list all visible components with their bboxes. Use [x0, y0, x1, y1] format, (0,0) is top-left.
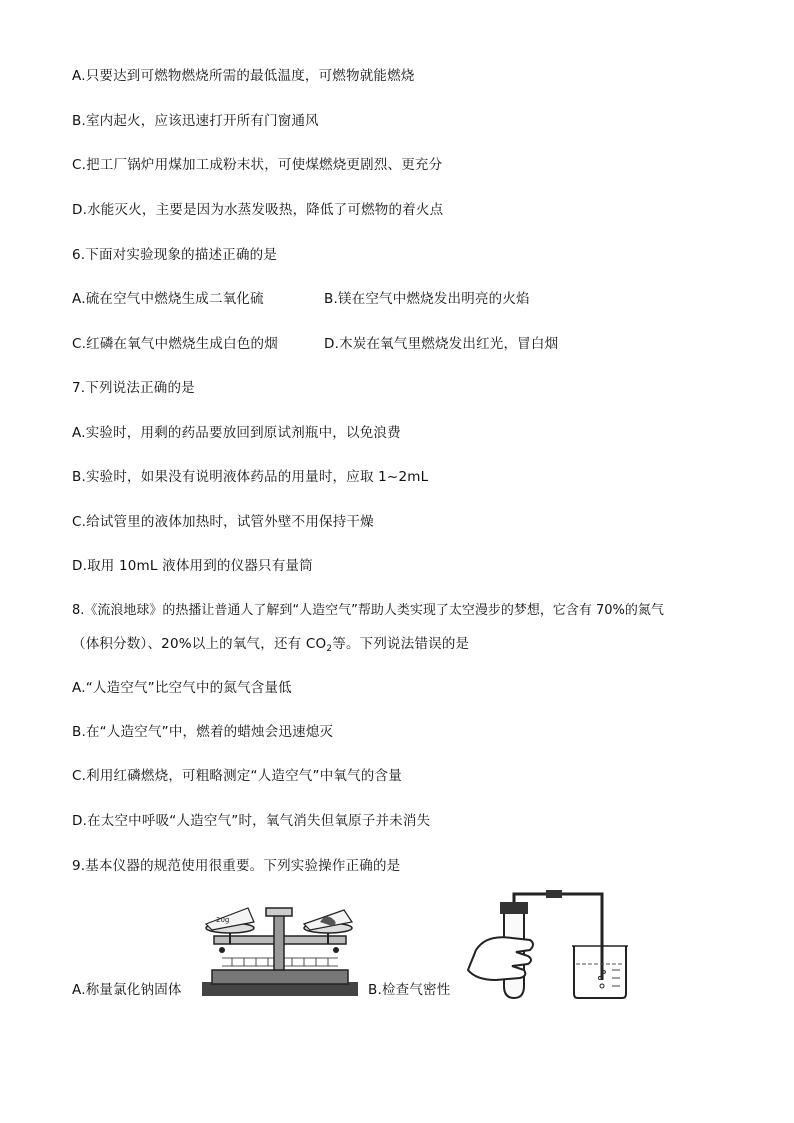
q8-stem-line-2-pre: （体积分数）、20%以上的氧气，还有 CO	[72, 636, 327, 652]
bubble	[600, 984, 604, 988]
q8-option-a: A.“人造空气”比空气中的氮气含量低	[72, 680, 292, 696]
q6-option-a: A.硫在空气中燃烧生成二氧化硫	[72, 291, 264, 307]
q5-option-d: D.水能灭火，主要是因为水蒸发吸热，降低了可燃物的着火点	[72, 202, 444, 218]
q7-stem: 7.下列说法正确的是	[72, 380, 195, 396]
beaker	[574, 946, 626, 998]
co2-subscript: 2	[326, 644, 333, 654]
q5-option-a: A.只要达到可燃物燃烧所需的最低温度，可燃物就能燃烧	[72, 68, 415, 84]
q9-option-a: A.称量氯化钠固体	[72, 982, 182, 998]
q5-option-b: B.室内起火，应该迅速打开所有门窗通风	[72, 113, 319, 129]
hand	[468, 937, 533, 980]
q9-option-b: B.检查气密性	[368, 982, 451, 998]
bubble	[598, 976, 601, 979]
q8-option-b: B.在“人造空气”中，燃着的蜡烛会迅速熄灭	[72, 724, 334, 740]
q9-stem: 9.基本仪器的规范使用很重要。下列实验操作正确的是	[72, 858, 401, 874]
rubber-tube-joint	[546, 890, 562, 898]
rubber-stopper	[500, 902, 528, 914]
q6-option-c: C.红磷在氧气中燃烧生成白色的烟	[72, 336, 278, 352]
q8-stem-line-2	[72, 634, 469, 659]
q6-row-1	[72, 289, 264, 309]
q8-option-d: D.在太空中呼吸“人造空气”时，氧气消失但氧原子并未消失	[72, 813, 431, 829]
balance-scale-figure	[192, 900, 364, 1000]
q7-option-b: B.实验时，如果没有说明液体药品的用量时，应取 1~2mL	[72, 469, 429, 485]
q8-stem-line-1: 8.《流浪地球》的热播让普通人了解到“人造空气”帮助人类实现了太空漫步的梦想，它含有 70%的氮气	[72, 603, 664, 618]
q5-option-c: C.把工厂锅炉用煤加工成粉末状，可使煤燃烧更剧烈、更充分	[72, 157, 443, 173]
balance-body	[212, 970, 348, 984]
q8-stem-line-2-post: 等。下列说法错误的是	[332, 636, 470, 652]
q6-stem: 6.下面对实验现象的描述正确的是	[72, 247, 278, 263]
airtightness-check-figure	[456, 890, 634, 1002]
q6-option-d: D.木炭在氧气里燃烧发出红光，冒白烟	[324, 336, 559, 352]
balance-center-post	[274, 912, 284, 970]
beaker-graduations	[612, 970, 620, 986]
q7-option-d: D.取用 10mL 液体用到的仪器只有量筒	[72, 558, 313, 574]
q8-option-c: C.利用红磷燃烧，可粗略测定“人造空气”中氧气的含量	[72, 768, 402, 784]
q7-option-a: A.实验时，用剩的药品要放回到原试剂瓶中，以免浪费	[72, 425, 401, 441]
bubble	[603, 971, 606, 974]
q6-option-b: B.镁在空气中燃烧发出明亮的火焰	[324, 291, 530, 307]
q7-option-c: C.给试管里的液体加热时，试管外壁不用保持干燥	[72, 514, 374, 530]
svg-text:20g: 20g	[216, 916, 230, 924]
balance-top-knob	[266, 908, 292, 916]
